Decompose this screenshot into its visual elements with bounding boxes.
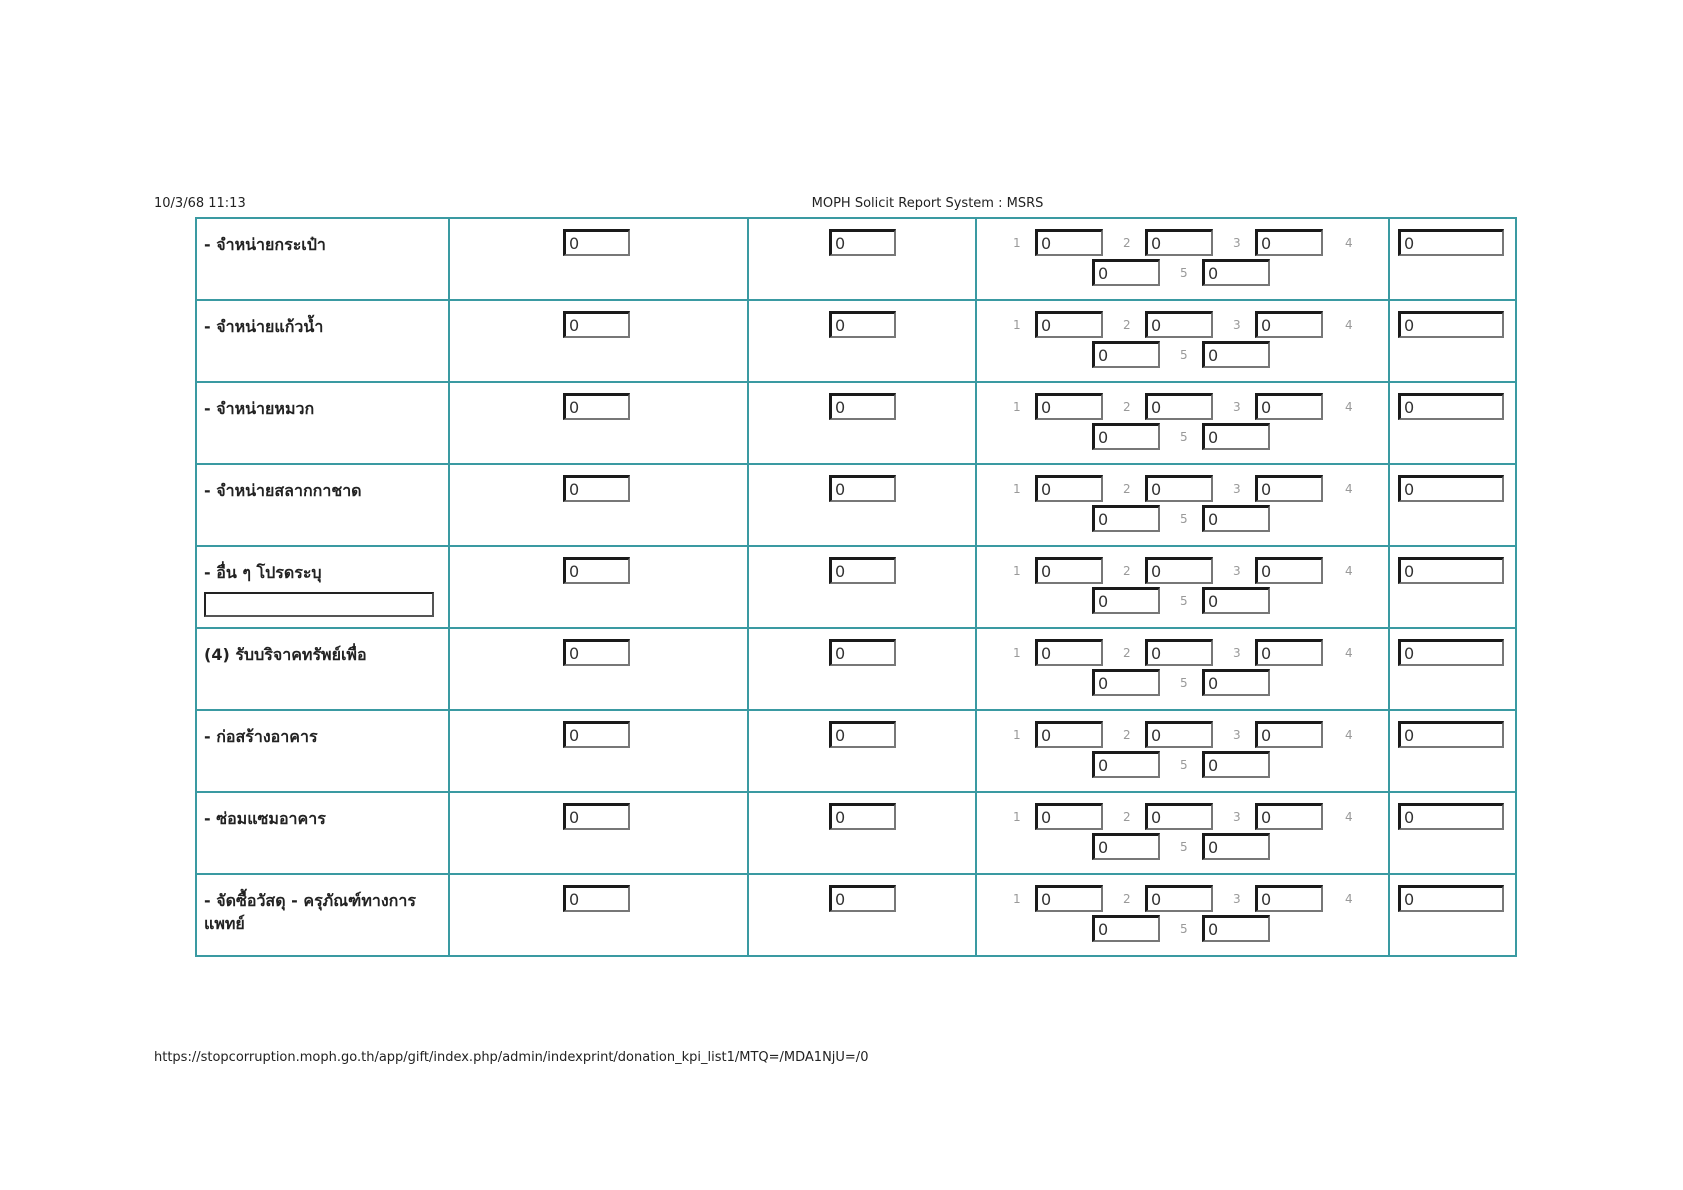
quarter-1-input[interactable] [1035,557,1103,584]
item-label: - จัดซื้อวัสดุ - ครุภัณฑ์ทางการแพทย์ [204,891,416,933]
quarter-4-label: 4 [1345,236,1353,250]
quarter-2-input[interactable] [1145,803,1213,830]
table-row [196,546,1516,628]
quarter-2-input[interactable] [1145,393,1213,420]
quarter-3-label: 3 [1233,728,1241,742]
value-input[interactable] [829,229,896,256]
quarter-1-input[interactable] [1035,721,1103,748]
quarter-2-input[interactable] [1145,311,1213,338]
quarter-4-input[interactable] [1092,751,1160,778]
total-input[interactable] [1398,639,1504,666]
quarter-4-input[interactable] [1092,259,1160,286]
quarter-3-label: 3 [1233,564,1241,578]
item-label: - จำหน่ายกระเป๋า [204,235,326,254]
quarter-3-label: 3 [1233,236,1241,250]
amount-input[interactable] [563,885,630,912]
col5-cell [1389,300,1516,382]
value-input[interactable] [829,885,896,912]
quarters-cell [976,710,1389,792]
quarter-2-label: 2 [1123,564,1131,578]
total-input[interactable] [1398,393,1504,420]
quarter-5-label: 5 [1180,758,1188,772]
quarter-3-label: 3 [1233,318,1241,332]
quarter-3-label: 3 [1233,810,1241,824]
col2-cell [449,792,748,874]
quarter-5-label: 5 [1180,922,1188,936]
col3-cell [748,464,976,546]
quarters-cell [976,464,1389,546]
amount-input[interactable] [563,803,630,830]
quarter-3-label: 3 [1233,482,1241,496]
quarter-4-label: 4 [1345,728,1353,742]
quarter-1-label: 1 [1013,564,1021,578]
amount-input[interactable] [563,639,630,666]
quarter-4-label: 4 [1345,646,1353,660]
col5-cell [1389,382,1516,464]
quarter-4-input[interactable] [1092,423,1160,450]
quarter-1-label: 1 [1013,400,1021,414]
total-input[interactable] [1398,557,1504,584]
quarter-2-input[interactable] [1145,557,1213,584]
quarter-5-input[interactable] [1202,505,1270,532]
col3-cell [748,382,976,464]
col2-cell [449,546,748,628]
quarter-3-input[interactable] [1255,393,1323,420]
item-label: - จำหน่ายแก้วน้ำ [204,317,324,336]
quarter-5-label: 5 [1180,840,1188,854]
print-title: MOPH Solicit Report System : MSRS [811,196,1044,211]
quarter-2-input[interactable] [1145,229,1213,256]
quarter-3-input[interactable] [1255,311,1323,338]
quarters-cell [976,874,1389,956]
col2-cell [449,218,748,300]
quarter-2-label: 2 [1123,728,1131,742]
item-label: - จำหน่ายหมวก [204,399,315,418]
value-input[interactable] [829,475,896,502]
item-label: - อื่น ๆ โปรดระบุ [204,563,322,582]
total-input[interactable] [1398,803,1504,830]
quarter-2-label: 2 [1123,646,1131,660]
other-specify-input[interactable] [204,592,434,617]
quarter-3-label: 3 [1233,646,1241,660]
table-row [196,628,1516,710]
quarter-5-label: 5 [1180,594,1188,608]
quarter-1-input[interactable] [1035,393,1103,420]
quarter-4-label: 4 [1345,318,1353,332]
quarter-1-input[interactable] [1035,885,1103,912]
quarter-1-label: 1 [1013,728,1021,742]
table-row [196,382,1516,464]
quarter-1-label: 1 [1013,318,1021,332]
quarter-1-input[interactable] [1035,639,1103,666]
quarter-5-input[interactable] [1202,915,1270,942]
quarter-4-input[interactable] [1092,669,1160,696]
col3-cell [748,874,976,956]
quarter-3-input[interactable] [1255,557,1323,584]
col5-cell [1389,628,1516,710]
col5-cell [1389,710,1516,792]
item-cell [196,628,449,710]
print-url: https://stopcorruption.moph.go.th/app/gift/index.php/admin/indexprint/donation_kpi_list1/MTQ=/MDA1NjU=/0 [154,1050,869,1065]
total-input[interactable] [1398,475,1504,502]
quarter-5-input[interactable] [1202,423,1270,450]
col5-cell [1389,464,1516,546]
quarter-5-label: 5 [1180,430,1188,444]
total-input[interactable] [1398,885,1504,912]
quarter-3-input[interactable] [1255,721,1323,748]
quarter-4-input[interactable] [1092,505,1160,532]
col2-cell [449,874,748,956]
item-label: (4) รับบริจาคทรัพย์เพื่อ [204,645,367,664]
quarter-4-input[interactable] [1092,915,1160,942]
table-row [196,792,1516,874]
quarter-3-label: 3 [1233,892,1241,906]
quarter-1-label: 1 [1013,236,1021,250]
quarter-5-input[interactable] [1202,259,1270,286]
item-cell [196,300,449,382]
col3-cell [748,710,976,792]
quarter-5-label: 5 [1180,676,1188,690]
amount-input[interactable] [563,721,630,748]
col3-cell [748,218,976,300]
amount-input[interactable] [563,311,630,338]
quarter-2-label: 2 [1123,810,1131,824]
col5-cell [1389,874,1516,956]
col3-cell [748,792,976,874]
col5-cell [1389,546,1516,628]
amount-input[interactable] [563,475,630,502]
col5-cell [1389,792,1516,874]
quarter-5-input[interactable] [1202,669,1270,696]
quarters-cell [976,792,1389,874]
quarter-2-label: 2 [1123,236,1131,250]
item-label: - ก่อสร้างอาคาร [204,727,318,746]
quarter-4-input[interactable] [1092,341,1160,368]
quarter-4-label: 4 [1345,810,1353,824]
col2-cell [449,300,748,382]
value-input[interactable] [829,803,896,830]
table-row [196,464,1516,546]
amount-input[interactable] [563,229,630,256]
item-cell [196,792,449,874]
table-row [196,710,1516,792]
quarter-1-label: 1 [1013,892,1021,906]
donation-kpi-table [195,217,1517,957]
value-input[interactable] [829,639,896,666]
quarter-4-label: 4 [1345,564,1353,578]
item-cell [196,710,449,792]
table-row [196,874,1516,956]
amount-input[interactable] [563,557,630,584]
quarter-5-label: 5 [1180,266,1188,280]
quarter-1-input[interactable] [1035,229,1103,256]
quarters-cell [976,628,1389,710]
quarter-1-label: 1 [1013,646,1021,660]
total-input[interactable] [1398,311,1504,338]
quarter-2-input[interactable] [1145,639,1213,666]
quarters-cell [976,382,1389,464]
col2-cell [449,710,748,792]
col3-cell [748,546,976,628]
quarter-2-input[interactable] [1145,721,1213,748]
quarter-2-label: 2 [1123,892,1131,906]
quarter-1-input[interactable] [1035,475,1103,502]
quarter-4-label: 4 [1345,892,1353,906]
value-input[interactable] [829,393,896,420]
quarter-3-input[interactable] [1255,229,1323,256]
quarter-3-input[interactable] [1255,885,1323,912]
quarter-4-input[interactable] [1092,833,1160,860]
quarter-3-input[interactable] [1255,639,1323,666]
quarter-5-input[interactable] [1202,587,1270,614]
quarter-2-input[interactable] [1145,885,1213,912]
quarter-1-label: 1 [1013,482,1021,496]
amount-input[interactable] [563,393,630,420]
col2-cell [449,382,748,464]
quarter-1-label: 1 [1013,810,1021,824]
value-input[interactable] [829,721,896,748]
item-cell [196,546,449,628]
table-row [196,218,1516,300]
quarter-5-input[interactable] [1202,833,1270,860]
col5-cell [1389,218,1516,300]
item-cell [196,874,449,956]
quarters-cell [976,300,1389,382]
quarter-5-label: 5 [1180,348,1188,362]
value-input[interactable] [829,557,896,584]
item-cell [196,218,449,300]
item-cell [196,382,449,464]
item-label: - ซ่อมแซมอาคาร [204,809,326,828]
value-input[interactable] [829,311,896,338]
print-date: 10/3/68 11:13 [154,196,246,211]
col2-cell [449,628,748,710]
quarter-3-input[interactable] [1255,475,1323,502]
col2-cell [449,464,748,546]
quarter-2-label: 2 [1123,400,1131,414]
item-cell [196,464,449,546]
quarter-4-label: 4 [1345,400,1353,414]
quarter-3-label: 3 [1233,400,1241,414]
quarter-4-label: 4 [1345,482,1353,496]
quarters-cell [976,546,1389,628]
total-input[interactable] [1398,721,1504,748]
quarter-2-input[interactable] [1145,475,1213,502]
quarter-4-input[interactable] [1092,587,1160,614]
quarter-2-label: 2 [1123,318,1131,332]
total-input[interactable] [1398,229,1504,256]
quarter-1-input[interactable] [1035,803,1103,830]
quarter-2-label: 2 [1123,482,1131,496]
quarter-5-input[interactable] [1202,341,1270,368]
col3-cell [748,300,976,382]
quarter-3-input[interactable] [1255,803,1323,830]
quarter-5-label: 5 [1180,512,1188,526]
col3-cell [748,628,976,710]
quarter-5-input[interactable] [1202,751,1270,778]
quarters-cell [976,218,1389,300]
table-row [196,300,1516,382]
item-label: - จำหน่ายสลากกาชาด [204,481,362,500]
quarter-1-input[interactable] [1035,311,1103,338]
